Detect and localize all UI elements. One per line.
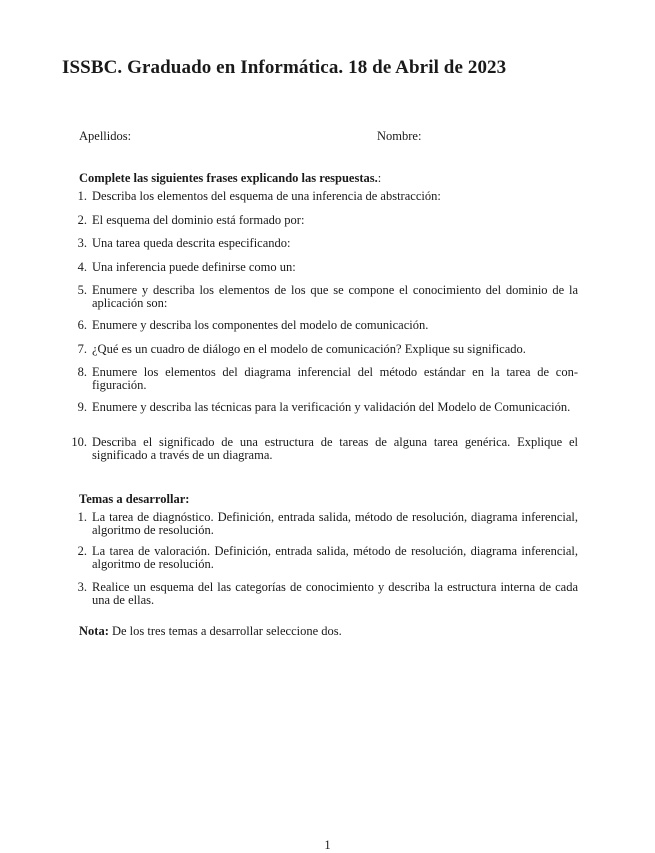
- list-item-number: 6.: [77, 318, 87, 332]
- list-item-number: 3.: [77, 236, 87, 250]
- list-item-text: ¿Qué es un cuadro de diálogo en el modelo de comunicación? Explique su significado.: [92, 342, 526, 356]
- list-item-text: Describa los elementos del esquema de una inferencia de abstracción:: [92, 189, 441, 203]
- note: [79, 624, 342, 639]
- list-item-text: Enumere los elementos del diagrama inferencial del método estándar en la tarea de configuración.: [92, 365, 578, 392]
- list-item-text: Enumere y describa los elementos de los que se compone el conocimiento del dominio de la aplicación son:: [92, 283, 578, 310]
- list-item-number: 4.: [77, 260, 87, 274]
- note-text: De los tres temas a desarrollar seleccione dos.: [108, 624, 342, 638]
- list-item-text: Describa el significado de una estructura de tareas de alguna tarea genérica. Explique el significado a través de un diagrama.: [92, 435, 578, 462]
- list-item-text: La tarea de diagnóstico. Definición, entrada salida, método de resolución, diagrama inferencial, algoritmo de resolución.: [92, 510, 578, 537]
- list-item-number: 1.: [77, 189, 87, 203]
- list-item-text: La tarea de valoración. Definición, entrada salida, método de resolución, diagrama inferencial, algoritmo de resolución.: [92, 544, 578, 571]
- section-heading-questions-suffix: :: [377, 171, 382, 185]
- list-item-number: 1.: [77, 510, 87, 524]
- list-item-number: 10.: [71, 435, 87, 449]
- section-heading-questions: [79, 171, 381, 186]
- nombre-label: Nombre:: [377, 129, 422, 143]
- list-item-number: 2.: [77, 544, 87, 558]
- list-item-number: 8.: [77, 365, 87, 379]
- list-item-text: Realice un esquema del las categorías de conocimiento y describa la estructura interna de cada una de ellas.: [92, 580, 578, 607]
- section-heading-questions-text: Complete las siguientes frases explicando las respuestas.: [79, 171, 378, 185]
- list-item-number: 3.: [77, 580, 87, 594]
- list-item-number: 7.: [77, 342, 87, 356]
- section-heading-topics: Temas a desarrollar:: [79, 492, 190, 506]
- page-number: 1: [324, 838, 331, 852]
- list-item-number: 5.: [77, 283, 87, 297]
- apellidos-label: Apellidos:: [79, 129, 132, 143]
- list-item-text: Una tarea queda descrita especificando:: [92, 236, 291, 250]
- note-label: Nota:: [79, 624, 109, 638]
- list-item-number: 2.: [77, 213, 87, 227]
- list-item-text: El esquema del dominio está formado por:: [92, 213, 305, 227]
- page-title: ISSBC. Graduado en Informática. 18 de Abril de 2023: [62, 57, 507, 78]
- list-item-text: Enumere y describa los componentes del modelo de comunicación.: [92, 318, 429, 332]
- list-item-number: 9.: [77, 400, 87, 414]
- list-item-text: Enumere y describa las técnicas para la verificación y validación del Modelo de Comunicación.: [92, 400, 571, 414]
- list-item-text: Una inferencia puede definirse como un:: [92, 260, 296, 274]
